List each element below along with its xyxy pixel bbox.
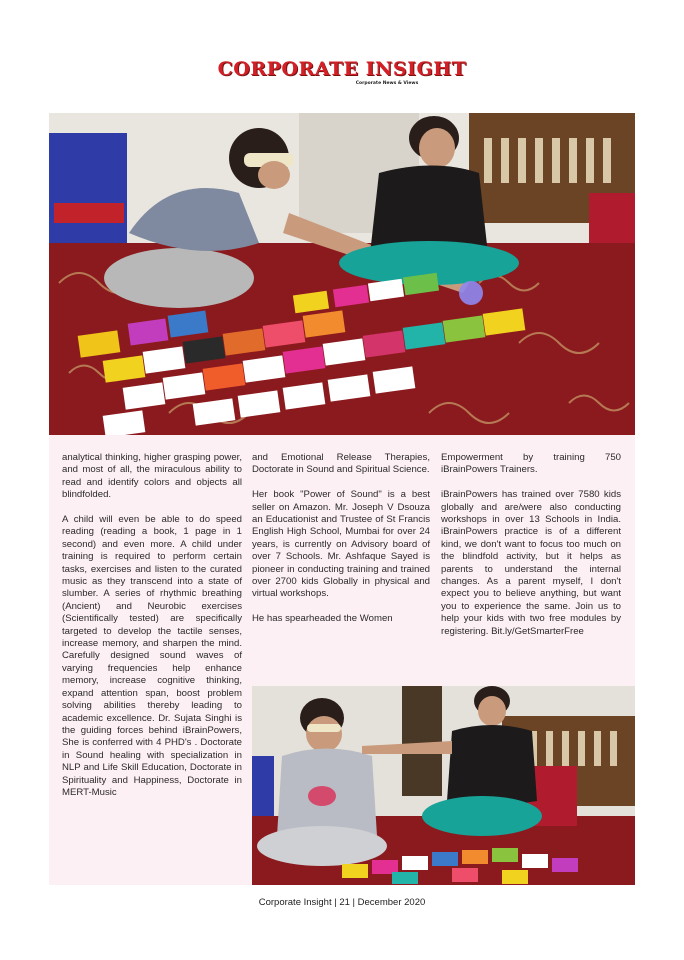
- bottom-photo: [252, 686, 635, 885]
- article-column-1: [62, 452, 242, 799]
- col2-paragraph-1: and Emotional Release Therapies, Doctorate in Sound and Spiritual Science.: [252, 452, 430, 476]
- page-footer: Corporate Insight | 21 | December 2020: [258, 897, 426, 908]
- top-photo: [49, 113, 635, 435]
- col1-paragraph-1: analytical thinking, higher grasping power, and most of all, the miraculous ability to read and identify colors and objects all blindfolded.: [62, 452, 242, 501]
- article-column-3: [441, 452, 621, 638]
- article-column-2: [252, 452, 430, 626]
- col2-paragraph-2: Her book "Power of Sound" is a best seller on Amazon. Mr. Joseph V Dsouza an Educationist and Trustee of St Francis English High School, Mumbai for over 24 years, is currently on Advisory board of over 7 Schools. Mr. Ashfaque Sayed is pioneer in conducting training and trained over 2700 kids Globally in physical and virtual workshops.: [252, 489, 430, 600]
- magazine-subtitle: Corporate News & Views: [355, 81, 419, 86]
- col2-paragraph-3: He has spearheaded the Women: [252, 613, 393, 625]
- magazine-title: CORPORATE INSIGHT: [217, 58, 467, 80]
- masthead: [0, 58, 684, 86]
- col1-paragraph-2: A child will even be able to do speed reading (reading a book, 1 page in 1 second) and even more. A child under training is required to perform certain tasks, exercises and listen to the curated music as they transcend into a state of slumber. A series of rhythmic breathing (Ancient) and Neurobic exercises (Scientifically tested) are specifically targeted to develop the tactile senses, increase memory, and sharpen the mind. Carefully designed sound waves of varying frequencies help enhance memory, increase cognitive thinking, expand attention span, boost problem solving abilities thereby leading to academic excellence. Dr. Sujata Singhi is the guiding forces behind iBrainPowers, She is conferred with 4 PHD's . Doctorate in Sound healing with specialization in NLP and Life Skill Education, Doctorate in Spirituality and Happiness, Doctorate in MERT-Music: [62, 514, 242, 798]
- col3-paragraph-1: Empowerment by training 750 iBrainPowers Trainers.: [441, 452, 621, 476]
- col3-paragraph-2: iBrainPowers has trained over 7580 kids globally and are/were also conducting workshops in over 13 Schools in India. iBrainPowers practice is of a different kind, we don't want to focus too much on the blindfold activity, but it helps as parents to understand the internal changes. As a parent myself, I don't expect you to believe anything, but want you to experience the same. Join us to help your kids with two free modules by registering. Bit.ly/GetSmarterFree: [441, 489, 621, 637]
